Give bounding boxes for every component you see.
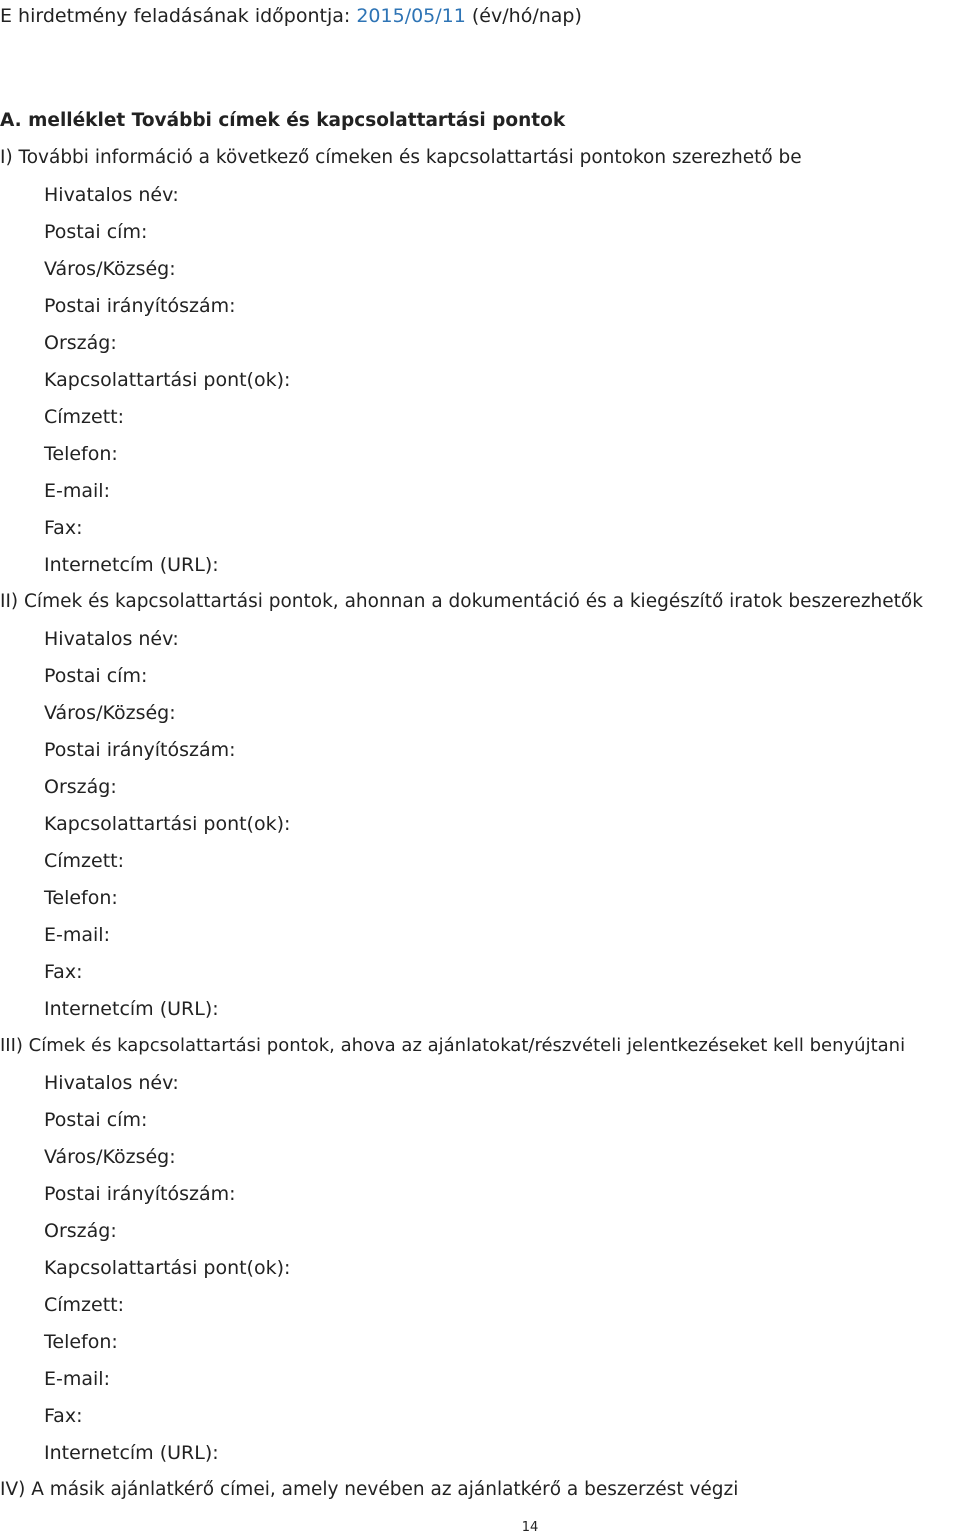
annex-title: A. melléklet További címek és kapcsolattartási pontok: [0, 110, 566, 131]
field-label-official-name: Hivatalos név:: [44, 184, 179, 206]
field-label-fax: Fax:: [44, 1405, 83, 1427]
field-label-fax: Fax:: [44, 961, 83, 983]
field-label-city: Város/Község:: [44, 702, 176, 724]
field-label-fax: Fax:: [44, 517, 83, 539]
page-number: 14: [521, 1520, 539, 1535]
field-label-phone: Telefon:: [44, 887, 118, 909]
field-label-postal-address: Postai cím:: [44, 1109, 148, 1131]
field-label-phone: Telefon:: [44, 1331, 118, 1353]
field-label-url: Internetcím (URL):: [44, 1442, 219, 1464]
section-title: II) Címek és kapcsolattartási pontok, ahonnan a dokumentáció és a kiegészítő iratok beszerezhetők: [0, 591, 923, 612]
section-title: I) További információ a következő címeken és kapcsolattartási pontokon szerezhető be: [0, 147, 802, 168]
submission-date-line: [0, 4, 582, 28]
field-label-postal-code: Postai irányítószám:: [44, 739, 236, 761]
field-label-phone: Telefon:: [44, 443, 118, 465]
field-label-contact-points: Kapcsolattartási pont(ok):: [44, 813, 291, 835]
field-label-postal-code: Postai irányítószám:: [44, 295, 236, 317]
field-label-email: E-mail:: [44, 480, 110, 502]
field-label-attention: Címzett:: [44, 406, 125, 428]
field-label-email: E-mail:: [44, 1368, 110, 1390]
section-title: III) Címek és kapcsolattartási pontok, ahova az ajánlatokat/részvételi jelentkezéseket kell benyújtani: [0, 1035, 906, 1056]
field-label-country: Ország:: [44, 332, 117, 354]
section-title: IV) A másik ajánlatkérő címei, amely nevében az ajánlatkérő a beszerzést végzi: [0, 1479, 739, 1500]
field-label-contact-points: Kapcsolattartási pont(ok):: [44, 1257, 291, 1279]
field-label-url: Internetcím (URL):: [44, 554, 219, 576]
field-label-contact-points: Kapcsolattartási pont(ok):: [44, 369, 291, 391]
submission-date-suffix: (év/hó/nap): [465, 5, 582, 27]
field-label-postal-code: Postai irányítószám:: [44, 1183, 236, 1205]
field-label-official-name: Hivatalos név:: [44, 1072, 179, 1094]
field-label-country: Ország:: [44, 776, 117, 798]
submission-date-value: 2015/05/11: [356, 5, 466, 27]
field-label-city: Város/Község:: [44, 1146, 176, 1168]
field-label-email: E-mail:: [44, 924, 110, 946]
submission-date-prefix: E hirdetmény feladásának időpontja:: [0, 5, 357, 27]
field-label-city: Város/Község:: [44, 258, 176, 280]
field-label-attention: Címzett:: [44, 1294, 125, 1316]
field-label-country: Ország:: [44, 1220, 117, 1242]
field-label-url: Internetcím (URL):: [44, 998, 219, 1020]
field-label-attention: Címzett:: [44, 850, 125, 872]
field-label-postal-address: Postai cím:: [44, 665, 148, 687]
field-label-official-name: Hivatalos név:: [44, 628, 179, 650]
field-label-postal-address: Postai cím:: [44, 221, 148, 243]
